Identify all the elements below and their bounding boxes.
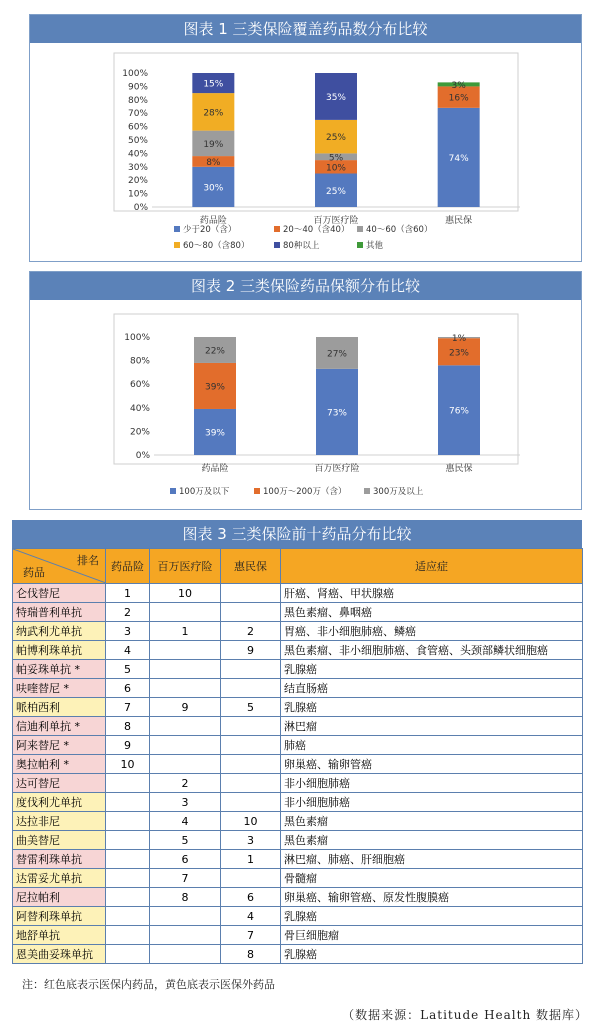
- rank-col3-cell: 7: [221, 926, 281, 945]
- drug-cell: 哌柏西利: [13, 698, 106, 717]
- data-label: 28%: [203, 108, 224, 119]
- data-source: （数据来源：Latitude Health 数据库）: [342, 1008, 588, 1022]
- table-row: [13, 641, 583, 660]
- indication-cell: 乳腺癌: [281, 660, 583, 679]
- table-row: [13, 584, 583, 603]
- data-label: 8%: [206, 157, 221, 168]
- table-row: [13, 660, 583, 679]
- chart2-title: 图表 2 三类保险药品保额分布比较: [30, 272, 581, 300]
- rank-col1-cell: [106, 793, 150, 812]
- table-row: [13, 698, 583, 717]
- table-row: [13, 736, 583, 755]
- drug-cell: 达拉非尼: [13, 812, 106, 831]
- data-label: 25%: [325, 186, 347, 197]
- rank-col3-cell: 5: [221, 698, 281, 717]
- drug-cell: 信迪利单抗 *: [13, 717, 106, 736]
- rank-col1-cell: 10: [106, 755, 150, 774]
- rank-col2-cell: [150, 907, 221, 926]
- y-tick-label: 0%: [133, 203, 148, 213]
- indication-cell: 卵巢癌、输卵管癌: [281, 755, 583, 774]
- rank-col3-cell: 8: [221, 945, 281, 964]
- y-tick-label: 40%: [127, 149, 148, 160]
- table-row: [13, 622, 583, 641]
- legend-label: 20～40（含40）: [283, 225, 350, 235]
- y-tick-label: 60%: [127, 122, 148, 133]
- indication-cell: 黑色素瘤、鼻咽癌: [281, 603, 583, 622]
- chart2-svg: [30, 300, 581, 509]
- y-tick-label: 0%: [135, 451, 150, 461]
- rank-col2-cell: [150, 603, 221, 622]
- indication-cell: 黑色素瘤、非小细胞肺癌、食管癌、头颈部鳞状细胞癌: [281, 641, 583, 660]
- rank-col1-cell: [106, 831, 150, 850]
- rank-col2-cell: 8: [150, 888, 221, 907]
- data-label: 1%: [451, 334, 467, 345]
- rank-col3-cell: [221, 774, 281, 793]
- legend-label: 100万～200万（含）: [263, 487, 347, 497]
- indication-cell: 肝癌、肾癌、甲状腺癌: [281, 584, 583, 603]
- rank-col3-cell: 6: [221, 888, 281, 907]
- data-label: 35%: [325, 92, 347, 103]
- data-label: 27%: [326, 349, 348, 360]
- data-label: 15%: [203, 79, 224, 90]
- rank-col3-cell: [221, 717, 281, 736]
- rank-col1-cell: [106, 869, 150, 888]
- data-label: 25%: [325, 133, 347, 144]
- table3: [12, 548, 583, 964]
- indication-cell: 肺癌: [281, 736, 583, 755]
- indication-cell: 淋巴瘤: [281, 717, 583, 736]
- y-tick-label: 50%: [127, 136, 148, 146]
- indication-cell: 乳腺癌: [281, 698, 583, 717]
- table-row: [13, 850, 583, 869]
- rank-col1-cell: 4: [106, 641, 150, 660]
- rank-col1-cell: [106, 926, 150, 945]
- drug-cell: 曲美替尼: [13, 831, 106, 850]
- drug-cell: 尼拉帕利: [13, 888, 106, 907]
- data-label: 19%: [203, 139, 224, 150]
- y-tick-label: 80%: [127, 95, 148, 106]
- rank-col3-cell: 10: [221, 812, 281, 831]
- x-tick-label: 惠民保: [445, 464, 473, 474]
- data-label: 23%: [448, 348, 470, 359]
- drug-cell: 恩美曲妥珠单抗: [13, 945, 106, 964]
- legend-swatch: [170, 488, 176, 494]
- rank-col3-cell: [221, 679, 281, 698]
- y-tick-label: 100%: [124, 333, 150, 343]
- rank-col3-cell: 4: [221, 907, 281, 926]
- table-row: [13, 869, 583, 888]
- rank-col2-cell: [150, 660, 221, 679]
- data-label: 5%: [328, 153, 344, 164]
- x-tick-label: 百万医疗险: [314, 464, 360, 474]
- rank-col1-cell: 1: [106, 584, 150, 603]
- rank-col1-cell: [106, 774, 150, 793]
- indication-cell: 黑色素瘤: [281, 812, 583, 831]
- drug-cell: 仑伐替尼: [13, 584, 106, 603]
- y-tick-label: 20%: [127, 176, 148, 187]
- rank-col2-cell: [150, 641, 221, 660]
- rank-col1-cell: [106, 888, 150, 907]
- rank-col1-cell: [106, 945, 150, 964]
- rank-col2-cell: [150, 945, 221, 964]
- rank-col3-cell: 3: [221, 831, 281, 850]
- rank-col3-cell: 9: [221, 641, 281, 660]
- rank-col2-cell: 2: [150, 774, 221, 793]
- x-tick-label: 惠民保: [445, 216, 473, 226]
- table-row: [13, 831, 583, 850]
- indication-cell: 非小细胞肺癌: [281, 774, 583, 793]
- y-tick-label: 20%: [129, 427, 150, 438]
- rank-col1-cell: 8: [106, 717, 150, 736]
- y-tick-label: 80%: [129, 356, 150, 367]
- chart1-panel: [29, 14, 582, 262]
- data-label: 39%: [204, 428, 226, 439]
- x-tick-label: 药品险: [199, 216, 227, 226]
- table-row: [13, 793, 583, 812]
- y-tick-label: 60%: [129, 380, 150, 391]
- table-row: [13, 755, 583, 774]
- rank-col2-cell: [150, 679, 221, 698]
- y-tick-label: 30%: [127, 162, 148, 173]
- legend-label: 100万及以下: [179, 487, 230, 497]
- legend-swatch: [174, 226, 180, 232]
- rank-col3-cell: [221, 869, 281, 888]
- rank-col2-cell: 6: [150, 850, 221, 869]
- legend-label: 少于20（含）: [183, 225, 237, 235]
- rank-col1-cell: 3: [106, 622, 150, 641]
- y-tick-label: 40%: [129, 403, 150, 414]
- header-drug: 药品: [23, 566, 45, 579]
- data-label: 74%: [448, 153, 469, 164]
- rank-col1-cell: [106, 907, 150, 926]
- header-col3: 惠民保: [221, 549, 281, 584]
- legend-label: 300万及以上: [373, 487, 424, 497]
- drug-cell: 阿来替尼 *: [13, 736, 106, 755]
- rank-col1-cell: [106, 812, 150, 831]
- rank-col3-cell: [221, 736, 281, 755]
- x-tick-label: 药品险: [201, 464, 229, 474]
- indication-cell: 黑色素瘤: [281, 831, 583, 850]
- legend-label: 40～60（含60）: [366, 225, 433, 235]
- header-col1: 药品险: [106, 549, 150, 584]
- table-row: [13, 945, 583, 964]
- y-tick-label: 100%: [122, 69, 148, 79]
- indication-cell: 乳腺癌: [281, 945, 583, 964]
- drug-cell: 纳武利尤单抗: [13, 622, 106, 641]
- rank-col2-cell: [150, 926, 221, 945]
- drug-cell: 帕博利珠单抗: [13, 641, 106, 660]
- rank-col1-cell: [106, 850, 150, 869]
- indication-cell: 淋巴瘤、肺癌、肝细胞癌: [281, 850, 583, 869]
- table-row: [13, 774, 583, 793]
- legend-label: 60～80（含80）: [183, 241, 250, 251]
- legend-swatch: [254, 488, 260, 494]
- drug-cell: 替雷利珠单抗: [13, 850, 106, 869]
- data-label: 10%: [325, 163, 347, 174]
- data-label: 16%: [448, 93, 469, 104]
- rank-col3-cell: [221, 755, 281, 774]
- drug-cell: 达可替尼: [13, 774, 106, 793]
- rank-col2-cell: [150, 736, 221, 755]
- rank-col2-cell: [150, 717, 221, 736]
- rank-col1-cell: 6: [106, 679, 150, 698]
- chart1-svg: [30, 43, 581, 261]
- header-rank: 排名: [77, 554, 99, 567]
- rank-col2-cell: 3: [150, 793, 221, 812]
- table-row: [13, 812, 583, 831]
- rank-col3-cell: 2: [221, 622, 281, 641]
- legend-swatch: [274, 226, 280, 232]
- rank-col3-cell: 1: [221, 850, 281, 869]
- indication-cell: 结直肠癌: [281, 679, 583, 698]
- drug-cell: 阿替利珠单抗: [13, 907, 106, 926]
- drug-cell: 奥拉帕利 *: [13, 755, 106, 774]
- table-row: [13, 679, 583, 698]
- legend-swatch: [364, 488, 370, 494]
- footnote: 注：红色底表示医保内药品，黄色底表示医保外药品: [22, 978, 275, 991]
- rank-col3-cell: [221, 584, 281, 603]
- drug-cell: 呋喹替尼 *: [13, 679, 106, 698]
- rank-col1-cell: 7: [106, 698, 150, 717]
- x-tick-label: 百万医疗险: [313, 216, 359, 226]
- y-tick-label: 90%: [127, 82, 148, 93]
- y-tick-label: 70%: [127, 109, 148, 120]
- rank-col3-cell: [221, 793, 281, 812]
- table-row: [13, 603, 583, 622]
- data-label: 22%: [204, 346, 226, 357]
- table3-corner-header: [13, 549, 106, 584]
- legend-swatch: [357, 242, 363, 248]
- drug-cell: 度伐利尤单抗: [13, 793, 106, 812]
- drug-cell: 帕妥珠单抗 *: [13, 660, 106, 679]
- drug-cell: 特瑞普利单抗: [13, 603, 106, 622]
- legend-label: 其他: [366, 241, 384, 251]
- drug-cell: 达雷妥尤单抗: [13, 869, 106, 888]
- legend-label: 80种以上: [283, 241, 320, 251]
- rank-col2-cell: 9: [150, 698, 221, 717]
- data-label: 39%: [204, 382, 226, 393]
- indication-cell: 胃癌、非小细胞肺癌、鳞癌: [281, 622, 583, 641]
- table3-body: [13, 584, 583, 964]
- chart2-panel: [29, 271, 582, 510]
- indication-cell: 骨髓瘤: [281, 869, 583, 888]
- chart1-title: 图表 1 三类保险覆盖药品数分布比较: [30, 15, 581, 43]
- rank-col2-cell: 4: [150, 812, 221, 831]
- rank-col2-cell: 7: [150, 869, 221, 888]
- header-indication: 适应症: [281, 549, 583, 584]
- legend-swatch: [274, 242, 280, 248]
- table3-title: 图表 3 三类保险前十药品分布比较: [12, 520, 582, 548]
- rank-col1-cell: 2: [106, 603, 150, 622]
- drug-cell: 地舒单抗: [13, 926, 106, 945]
- rank-col1-cell: 5: [106, 660, 150, 679]
- rank-col3-cell: [221, 603, 281, 622]
- data-label: 73%: [326, 408, 348, 419]
- legend-swatch: [174, 242, 180, 248]
- legend-swatch: [357, 226, 363, 232]
- rank-col2-cell: 1: [150, 622, 221, 641]
- rank-col2-cell: 5: [150, 831, 221, 850]
- header-col2: 百万医疗险: [150, 549, 221, 584]
- rank-col2-cell: [150, 755, 221, 774]
- table-row: [13, 907, 583, 926]
- rank-col3-cell: [221, 660, 281, 679]
- data-label: 30%: [203, 183, 224, 194]
- table-row: [13, 888, 583, 907]
- table-row: [13, 717, 583, 736]
- data-label: 3%: [451, 80, 466, 91]
- rank-col1-cell: 9: [106, 736, 150, 755]
- indication-cell: 卵巢癌、输卵管癌、原发性腹膜癌: [281, 888, 583, 907]
- indication-cell: 非小细胞肺癌: [281, 793, 583, 812]
- indication-cell: 乳腺癌: [281, 907, 583, 926]
- y-tick-label: 10%: [127, 189, 148, 200]
- data-label: 76%: [448, 406, 470, 417]
- indication-cell: 骨巨细胞瘤: [281, 926, 583, 945]
- table-row: [13, 926, 583, 945]
- rank-col2-cell: 10: [150, 584, 221, 603]
